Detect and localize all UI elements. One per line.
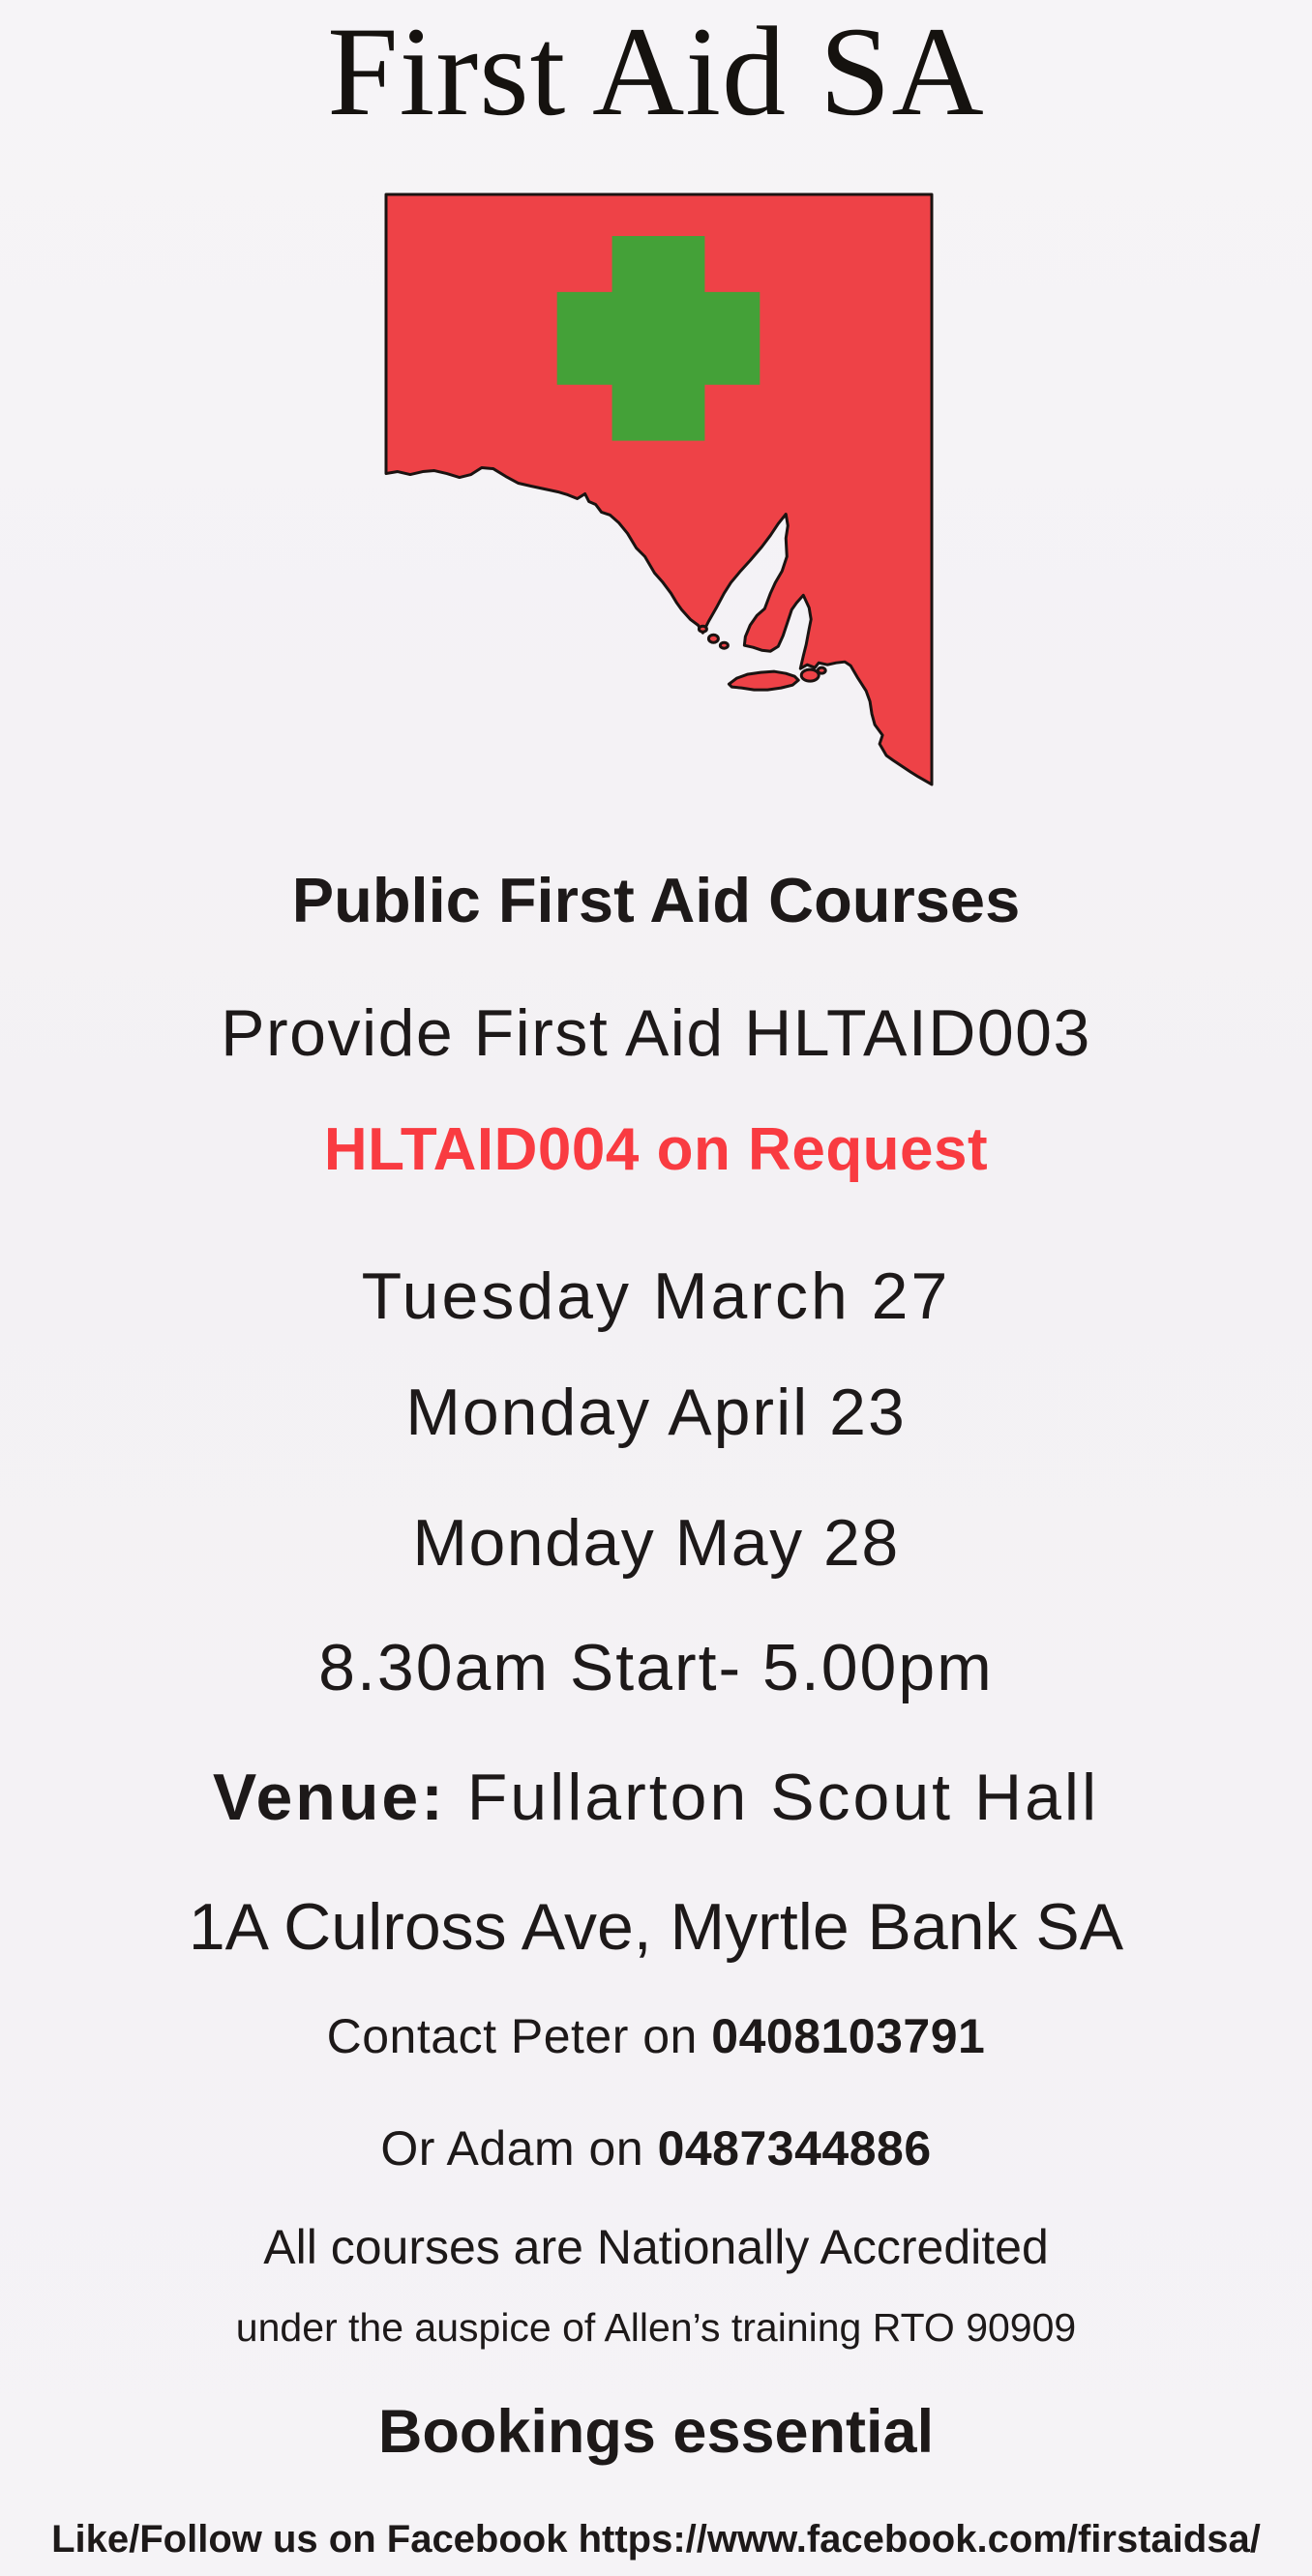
- contact-peter-phone: 0408103791: [711, 2009, 986, 2063]
- bookings-essential: Bookings essential: [377, 2398, 935, 2466]
- islet: [720, 642, 728, 648]
- auspice-note: under the auspice of Allen’s training RTO 90909: [235, 2305, 1077, 2350]
- contact-adam-phone: 0487344886: [657, 2121, 932, 2176]
- first-aid-sa-logo: [384, 192, 934, 786]
- kangaroo-island-shape: [729, 671, 798, 690]
- course-date-2: Monday April 23: [405, 1376, 907, 1449]
- accreditation-note: All courses are Nationally Accredited: [263, 2220, 1049, 2274]
- course-name: Provide First Aid HLTAID003: [221, 996, 1091, 1070]
- contact-adam-line: [0, 2121, 1312, 2176]
- venue-line: [0, 1761, 1312, 1834]
- facebook-footer: Like/Follow us on Facebook https://www.facebook.com/firstaidsa/: [51, 2518, 1261, 2561]
- page-title: First Aid SA: [327, 0, 985, 142]
- course-time: 8.30am Start- 5.00pm: [318, 1631, 994, 1704]
- venue-label: Venue:: [212, 1761, 446, 1834]
- course-date-3: Monday May 28: [412, 1506, 900, 1580]
- islet: [801, 669, 819, 681]
- contact-peter-line: [0, 2009, 1312, 2063]
- venue-value: Fullarton Scout Hall: [445, 1761, 1100, 1834]
- course-date-1: Tuesday March 27: [361, 1259, 951, 1333]
- islet: [708, 635, 718, 642]
- contact-adam-prefix: Or Adam on: [380, 2121, 658, 2176]
- islet: [699, 626, 706, 632]
- venue-address: 1A Culross Ave, Myrtle Bank SA: [188, 1890, 1124, 1964]
- heading-public-first-aid-courses: Public First Aid Courses: [291, 865, 1021, 935]
- contact-peter-prefix: Contact Peter on: [326, 2009, 712, 2063]
- hltaid004-on-request: HLTAID004 on Request: [323, 1116, 989, 1183]
- islet: [818, 667, 825, 673]
